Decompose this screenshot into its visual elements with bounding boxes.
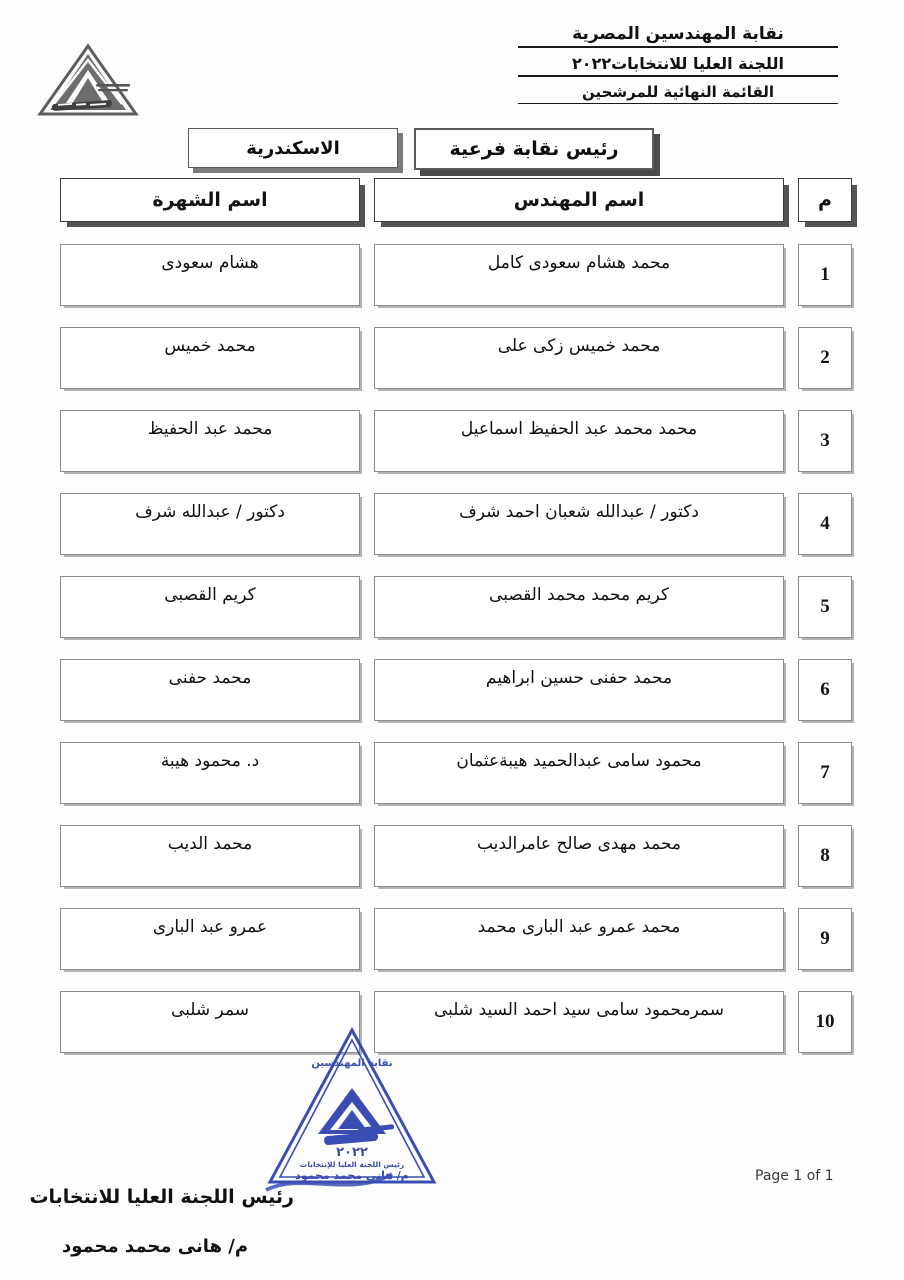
engineer-name: محمد خميس زكى على [497, 336, 661, 356]
known-name-cell [60, 908, 360, 970]
column-header-known-name-label: اسم الشهرة [152, 188, 268, 211]
table-row [52, 908, 852, 970]
page-indicator: Page 1 of 1 [755, 1168, 834, 1184]
branch-title-box [188, 128, 398, 168]
table-row [52, 327, 852, 389]
row-number-cell [798, 742, 852, 804]
row-number-cell [798, 410, 852, 472]
table-row [52, 493, 852, 555]
engineer-name-cell [374, 576, 784, 638]
header-line-committee: اللجنة العليا للانتخابات٢٠٢٢ [518, 54, 838, 77]
row-number: 5 [820, 595, 830, 617]
engineer-name: محمد حفنى حسين ابراهيم [485, 668, 673, 688]
row-number-cell [798, 576, 852, 638]
title-row [188, 128, 654, 170]
row-number: 3 [820, 429, 830, 451]
row-number-cell [798, 825, 852, 887]
table-row [52, 410, 852, 472]
engineer-name: محمد هشام سعودى كامل [487, 253, 671, 273]
engineer-name: محمود سامى عبدالحميد هيبةعثمان [456, 751, 702, 771]
column-header-engineer-name-label: اسم المهندس [513, 188, 645, 211]
row-number: 2 [820, 346, 830, 368]
known-name: عمرو عبد البارى [152, 917, 268, 937]
row-number: 6 [820, 678, 830, 700]
engineer-name: دكتور / عبدالله شعبان احمد شرف [459, 502, 699, 522]
stamp-year: ٢٠٢٢ [336, 1145, 368, 1160]
table-row [52, 825, 852, 887]
signature-block [29, 1186, 294, 1257]
known-name: هشام سعودى [161, 253, 259, 273]
row-number: 8 [820, 844, 830, 866]
known-name-cell [60, 244, 360, 306]
table-row [52, 576, 852, 638]
column-header-known-name [60, 178, 360, 222]
row-number-cell [798, 493, 852, 555]
known-name-cell [60, 825, 360, 887]
branch-title-label: الاسكندرية [246, 137, 340, 159]
known-name: محمد عبد الحفيظ [147, 419, 273, 439]
table-row [52, 659, 852, 721]
stamp-top-text: نقابة المهندسين [311, 1058, 393, 1069]
engineer-name: محمد عمرو عبد البارى محمد [477, 917, 681, 937]
engineer-name-cell [374, 410, 784, 472]
engineer-name: محمد مهدى صالح عامرالديب [476, 834, 682, 854]
row-number: 9 [820, 927, 830, 949]
engineer-name: محمد محمد عبد الحفيظ اسماعيل [460, 419, 698, 439]
header-line-syndicate: نقابة المهندسين المصرية [518, 24, 838, 48]
engineer-name-cell [374, 908, 784, 970]
row-number: 10 [815, 1010, 835, 1032]
known-name-cell [60, 742, 360, 804]
row-number: 7 [820, 761, 830, 783]
signature-name: م/ هانى محمد محمود [61, 1236, 249, 1257]
known-name: كريم القصبى [164, 585, 256, 605]
known-name: محمد حفنى [168, 668, 252, 688]
table-row [52, 244, 852, 306]
engineer-name-cell [374, 659, 784, 721]
engineer-name-cell [374, 244, 784, 306]
row-number-cell [798, 327, 852, 389]
engineer-name-cell [374, 493, 784, 555]
table-header-row [52, 178, 852, 222]
position-title-label: رئيس نقابة فرعية [449, 138, 619, 160]
engineer-name-cell [374, 825, 784, 887]
row-number-cell [798, 908, 852, 970]
header-line-final-list: القائمة النهائية للمرشحين [518, 83, 838, 104]
engineer-name-cell [374, 742, 784, 804]
row-number-cell [798, 991, 852, 1053]
candidates-table [52, 178, 852, 1074]
stamp-name: م/ هاني محمد محمود [295, 1169, 409, 1182]
engineer-name: كريم محمد محمد القصبى [489, 585, 669, 605]
position-title-box [414, 128, 654, 170]
column-header-num-label: م [818, 188, 832, 211]
document-header [518, 24, 838, 104]
column-header-num [798, 178, 852, 222]
known-name: د. محمود هيبة [160, 751, 260, 771]
known-name: محمد خميس [164, 336, 256, 356]
row-number: 1 [820, 263, 830, 285]
column-header-engineer-name [374, 178, 784, 222]
known-name-cell [60, 576, 360, 638]
signature-role: رئيس اللجنة العليا للانتخابات [29, 1186, 294, 1208]
official-stamp [262, 1022, 442, 1197]
known-name: دكتور / عبدالله شرف [135, 502, 285, 522]
known-name-cell [60, 410, 360, 472]
known-name-cell [60, 327, 360, 389]
known-name-cell [60, 659, 360, 721]
stamp-role: رئيس اللجنة العليا للإنتخابات [299, 1160, 405, 1169]
table-row [52, 991, 852, 1053]
engineer-name-cell [374, 327, 784, 389]
row-number: 4 [820, 512, 830, 534]
known-name-cell [60, 493, 360, 555]
row-number-cell [798, 244, 852, 306]
engineer-name: سمرمحمود سامى سيد احمد السيد شلبى [434, 1000, 725, 1020]
syndicate-logo-icon [36, 40, 148, 122]
table-row [52, 742, 852, 804]
row-number-cell [798, 659, 852, 721]
known-name: محمد الديب [167, 834, 253, 854]
known-name: سمر شلبى [170, 1000, 250, 1020]
